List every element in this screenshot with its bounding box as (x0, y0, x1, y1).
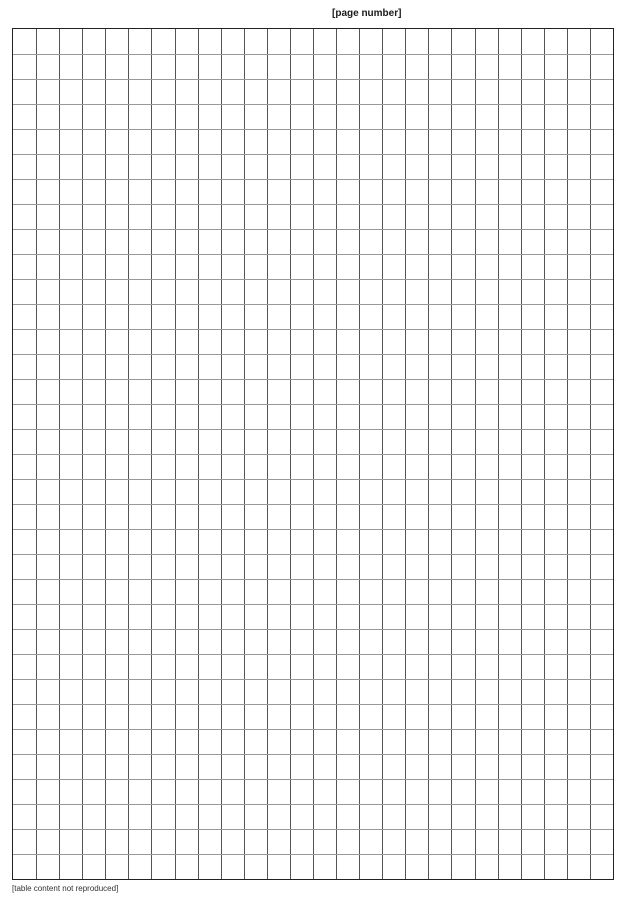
table-row-rule (13, 204, 613, 205)
page-number: [page number] (332, 8, 402, 19)
table-row-rule (13, 154, 613, 155)
table-row-rule (13, 179, 613, 180)
table-row-rule (13, 429, 613, 430)
table-row-rule (13, 754, 613, 755)
table-row-rule (13, 779, 613, 780)
table-row-rule (13, 304, 613, 305)
table-row-rule (13, 79, 613, 80)
table-caption: [table content not reproduced] (12, 884, 119, 893)
table-row-rule (13, 804, 613, 805)
table-row-rule (13, 404, 613, 405)
table-row-rule (13, 254, 613, 255)
table-row-rule (13, 679, 613, 680)
table-row-rule (13, 554, 613, 555)
table-row-rule (13, 504, 613, 505)
table-row-rule (13, 54, 613, 55)
table-row-rule (13, 704, 613, 705)
table-row-rule (13, 229, 613, 230)
table-row-rule (13, 129, 613, 130)
table-row-rule (13, 604, 613, 605)
table-row-rule (13, 529, 613, 530)
table-row-rule (13, 104, 613, 105)
table-row-rule (13, 729, 613, 730)
table-row-rule (13, 279, 613, 280)
table-frame (12, 28, 614, 880)
table-row-rule (13, 579, 613, 580)
table-row-rule (13, 454, 613, 455)
table-row-rule (13, 329, 613, 330)
table-row-rule (13, 629, 613, 630)
table-row-rule (13, 854, 613, 855)
table-row-rule (13, 379, 613, 380)
table-row-rule (13, 829, 613, 830)
table-row-rule (13, 354, 613, 355)
table-row-rule (13, 654, 613, 655)
table-row-rule (13, 479, 613, 480)
